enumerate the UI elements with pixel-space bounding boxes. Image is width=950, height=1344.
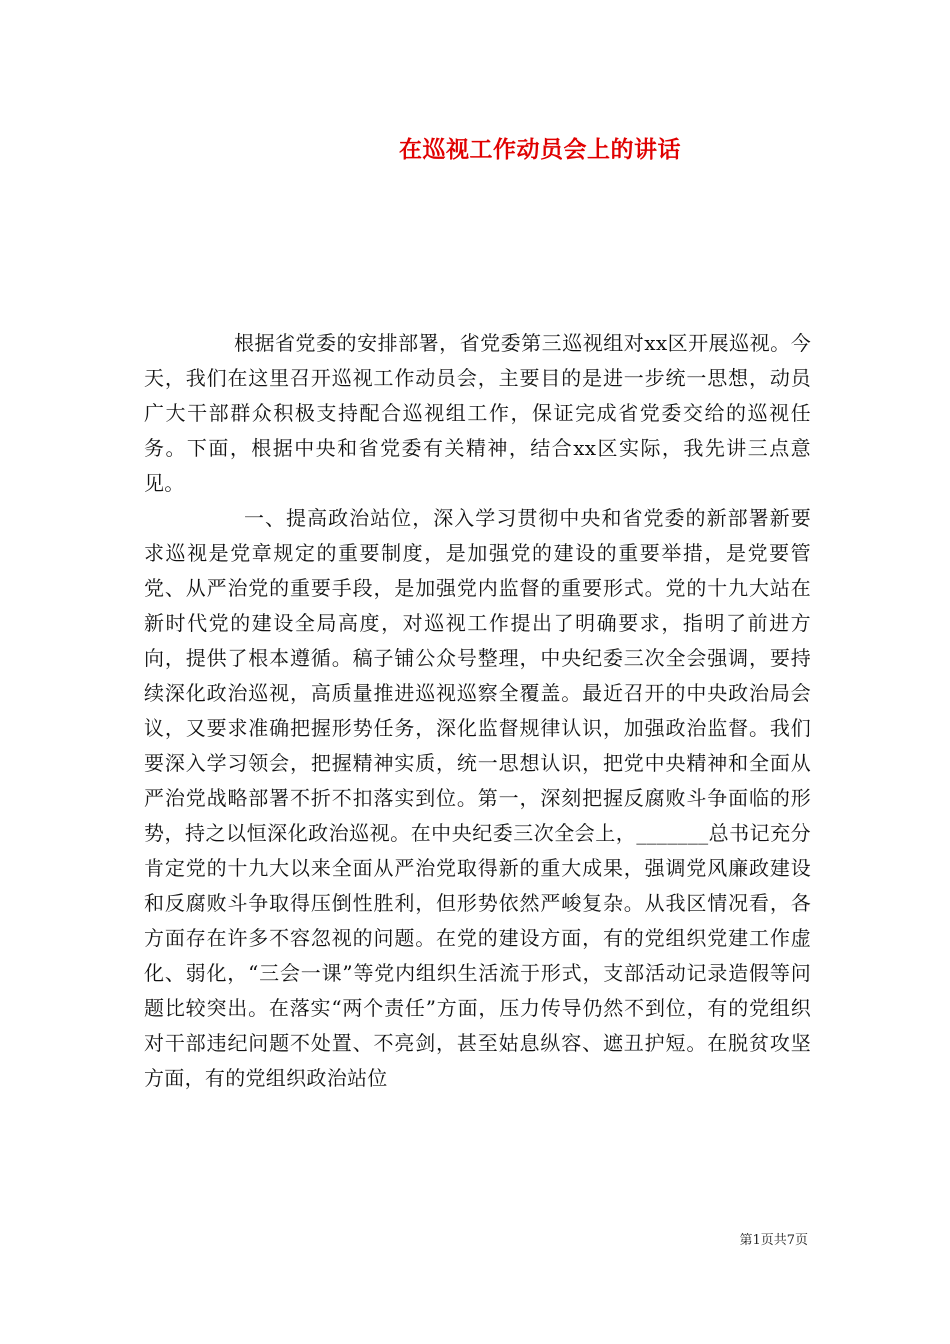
document-body: [144, 326, 811, 1096]
paragraph-section-one: 一、提高政治站位，深入学习贯彻中央和省党委的新部署新要求巡视是党章规定的重要制度，是加强党的建设的重要举措，是党要管党、从严治党的重要手段，是加强党内监督的重要形式。党的十九大站在新时代党的建设全局高度，对巡视工作提出了明确要求，指明了前进方向，提供了根本遵循。稿子铺公众号整理，中央纪委三次全会强调，要持续深化政治巡视，高质量推进巡视巡察全覆盖。最近召开的中央政治局会议，又要求准确把握形势任务，深化监督规律认识，加强政治监督。我们要深入学习领会，把握精神实质，统一思想认识，把党中央精神和全面从严治党战略部署不折不扣落实到位。第一，深刻把握反腐败斗争面临的形势，持之以恒深化政治巡视。在中央纪委三次全会上，_______总书记充分肯定党的十九大以来全面从严治党取得新的重大成果，强调党风廉政建设和反腐败斗争取得压倒性胜利，但形势依然严峻复杂。从我区情况看，各方面存在许多不容忽视的问题。在党的建设方面，有的党组织党建工作虚化、弱化，“三会一课”等党内组织生活流于形式，支部活动记录造假等问题比较突出。在落实“两个责任”方面，压力传导仍然不到位，有的党组织对干部违纪问题不处置、不亮剑，甚至姑息纵容、遮丑护短。在脱贫攻坚方面，有的党组织政治站位: [144, 506, 811, 1090]
page-number: 第1页共7页: [739, 1233, 808, 1248]
paragraph-intro: 根据省党委的安排部署，省党委第三巡视组对xx区开展巡视。今天，我们在这里召开巡视工作动员会，主要目的是进一步统一思想，动员广大干部群众积极支持配合巡视组工作，保证完成省党委交给的巡视任务。下面，根据中央和省党委有关精神，结合xx区实际，我先讲三点意见。: [144, 331, 811, 495]
document-title: 在巡视工作动员会上的讲话: [399, 136, 681, 163]
